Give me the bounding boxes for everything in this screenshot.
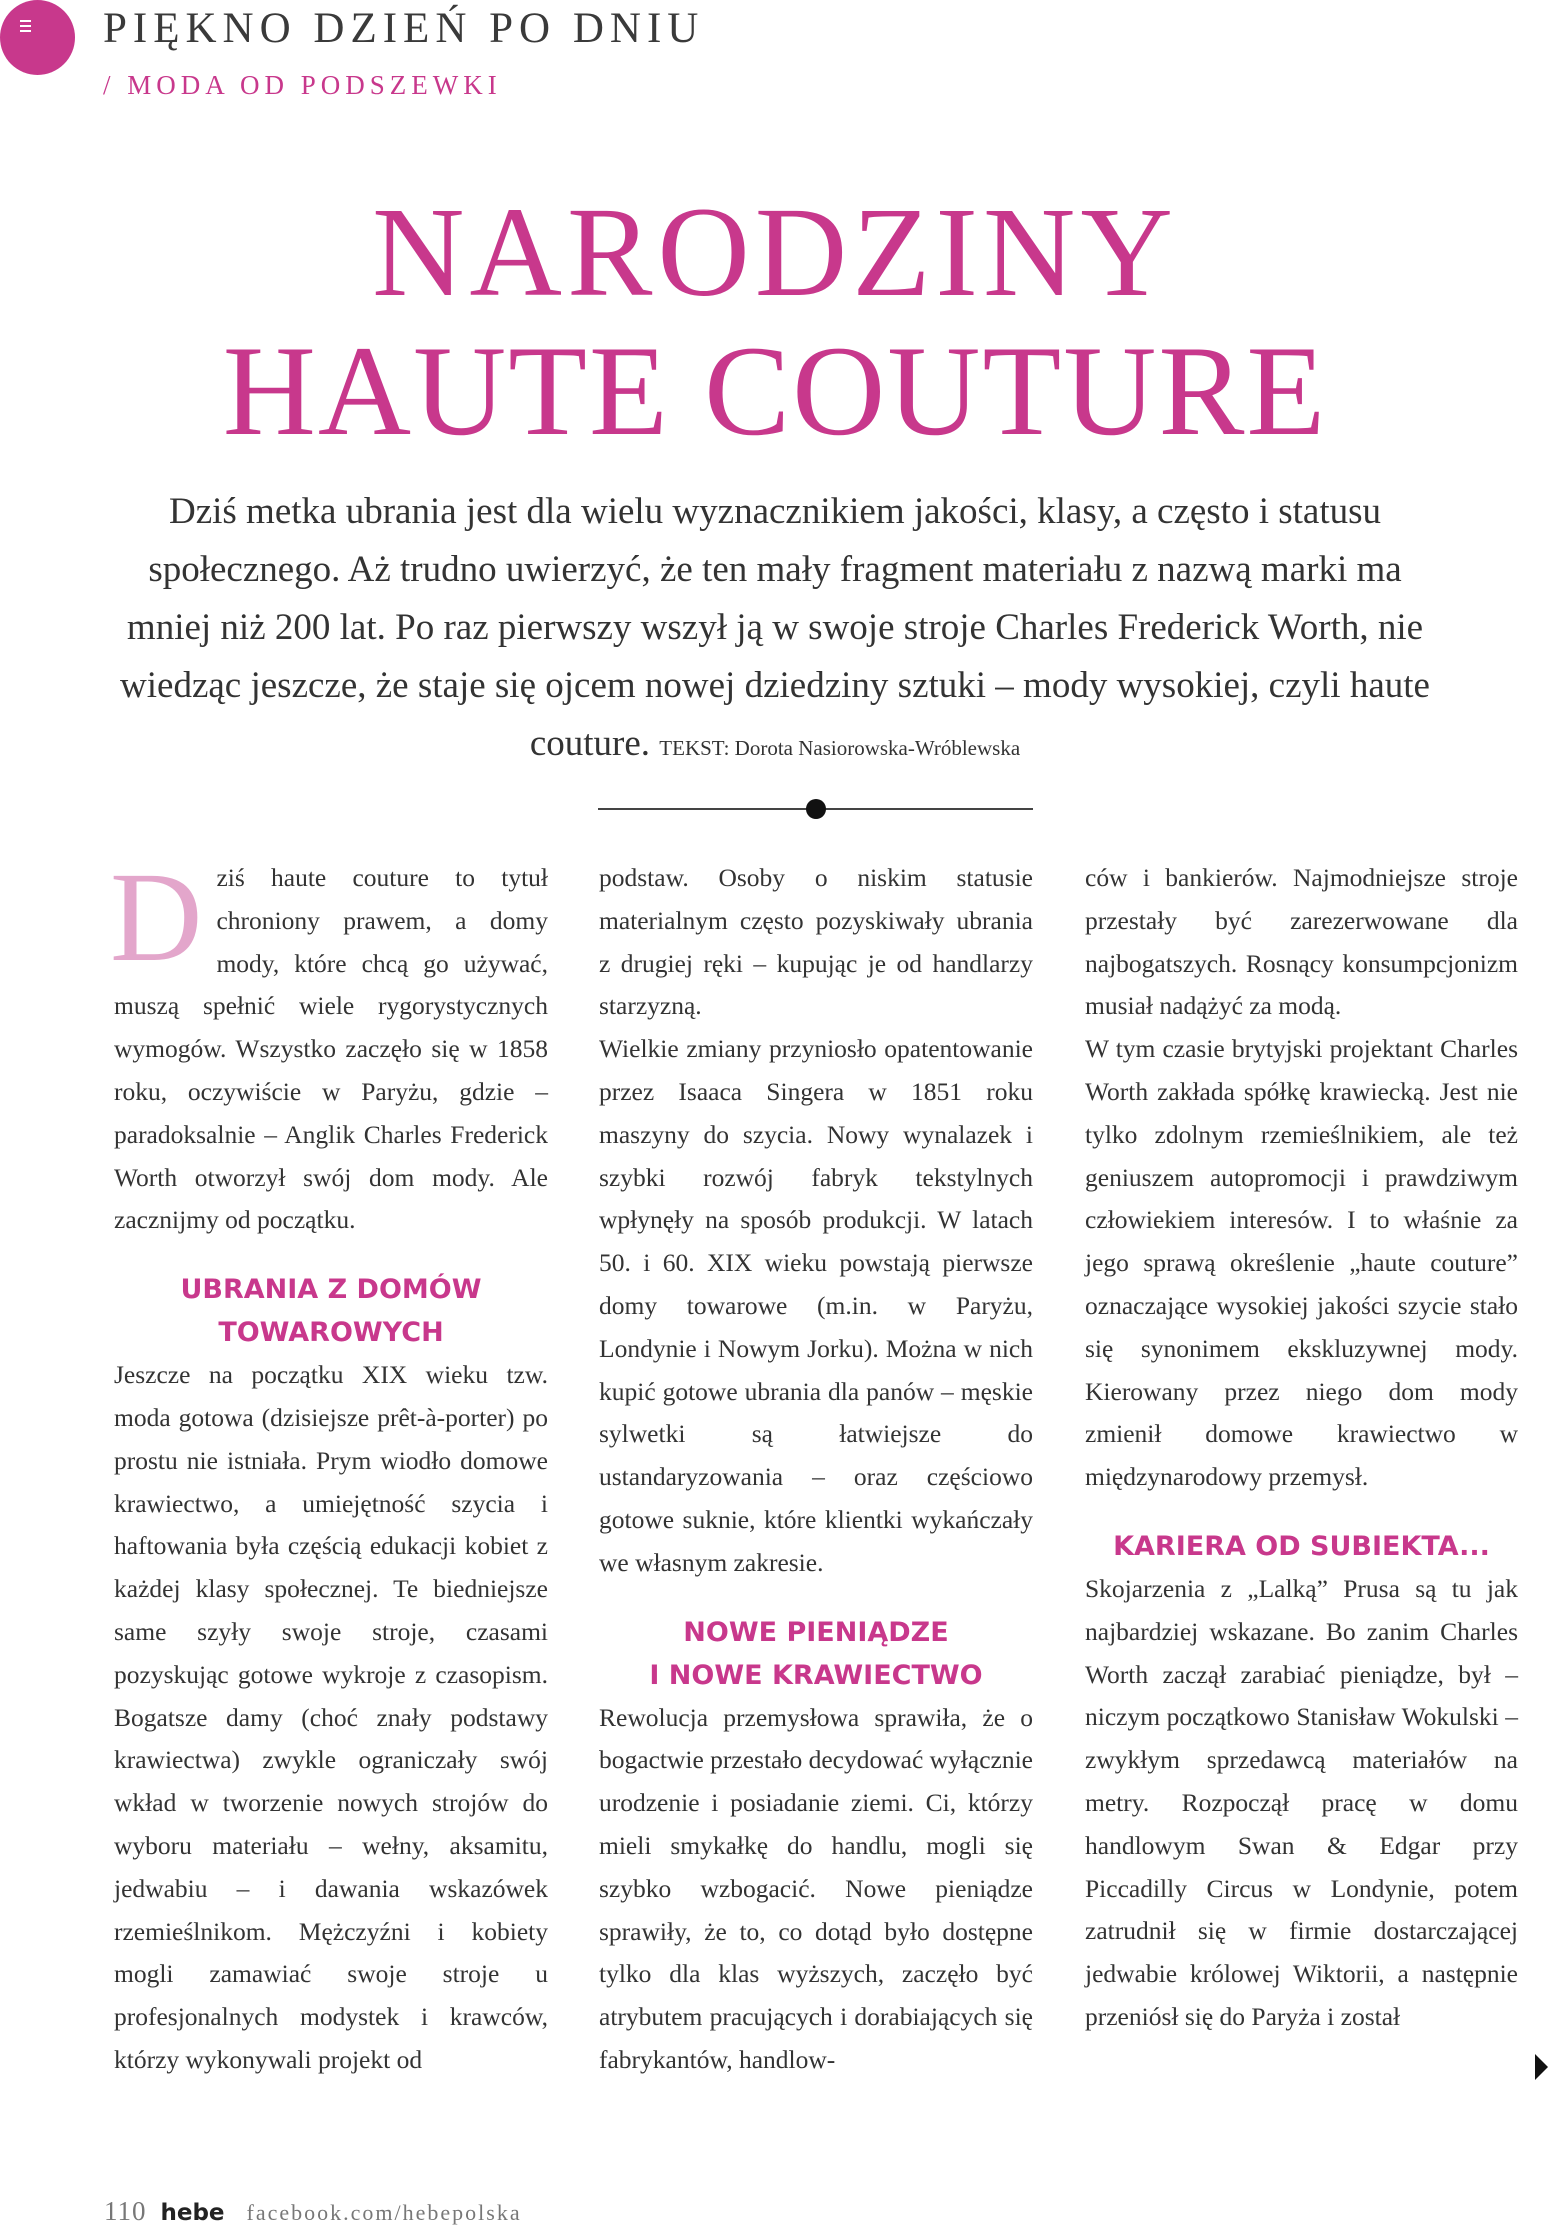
lead-text: Dziś metka ubrania jest dla wielu wyznacznikiem jakości, klasy, a często i statusu społecznego. Aż trudno uwierzyć, że ten mały fragment materiału z nazwą marki ma mniej niż 200 lat. Po raz pierwszy wszył ją w swoje stroje Charles Frederick Worth, nie wiedząc jeszcze, że staje się ojcem nowej dziedziny sztuki – mody wysokiej, czyli haute couture. — [120, 491, 1430, 764]
section-title: PIĘKNO DZIEŃ PO DNIU — [103, 5, 705, 52]
article-column-1 — [110, 846, 548, 2082]
brand-logo: hebe — [160, 2200, 225, 2226]
page-footer — [104, 2196, 522, 2227]
intro-paragraph — [110, 846, 548, 1242]
body-paragraph: Wielkie zmiany przyniosło opatentowanie przez Isaaca Singera w 1851 roku maszyny do szycia. Nowy wynalazek i szybki rozwój fabryk tekstylnych wpłynęły na sposób produkcji. W latach 50. i 60. XIX wieku powstają pierwsze domy towarowe (m.in. w Paryżu, Londynie i Nowym Jorku). Można w nich kupić gotowe ubrania dla panów – męskie sylwetki są łatwiejsze do ustandaryzowania – oraz częściowo gotowe suknie, które klientki wykańczały we własnym zakresie. — [599, 1034, 1033, 1577]
subheading-career: KARIERA OD SUBIEKTA... — [1113, 1530, 1490, 1562]
page-number: 110 — [104, 2196, 147, 2226]
intro-text: ziś haute couture to tytuł chroniony prawem, a domy mody, które chcą go używać, muszą spełnić wiele rygorystycznych wymogów. Wszystko zaczęło się w 1858 roku, oczywiście w Paryżu, gdzie – paradoksalnie – Anglik Charles Frederick Worth otworzył swój dom mody. Ale zacznijmy od początku. — [114, 863, 548, 1235]
body-paragraph: W tym czasie brytyjski projektant Charles Worth zakłada spółkę krawiecką. Jest nie tylko zdolnym rzemieślnikiem, ale też geniuszem autopromocji i prawdziwym człowiekiem interesów. I to właśnie za jego sprawą określenie „haute couture” oznaczające wysokiej jakości szycie stało się synonimem ekskluzywnej mody. Kierowany przez niego dom mody zmienił domowe krawiectwo w międzynarodowy przemysł. — [1085, 1034, 1518, 1492]
body-paragraph: ców i bankierów. Najmodniejsze stroje przestały być zarezerwowane dla najbogatszych. Rosnący konsumpcjonizm musiał nadążyć za modą. — [1085, 863, 1518, 1021]
subheading-line: UBRANIA Z DOMÓW — [180, 1274, 482, 1306]
body-paragraph: Skojarzenia z „Lalką” Prusa są tu jak najbardziej wskazane. Bo zanim Charles Worth zaczął zarabiać pieniądze, był – niczym początkowo Stanisław Wokulski – zwykłym sprzedawcą materiałów na metry. Rozpoczął pracę w domu handlowym Swan & Edgar przy Piccadilly Circus w Londynie, potem zatrudnił się w firmie dostarczającej jedwabie królowej Wiktorii, a następnie przeniósł się do Paryża i został — [1085, 1573, 1518, 2031]
body-paragraph: podstaw. Osoby o niskim statusie materialnym często pozyskiwały ubrania z drugiej ręki – kupując je od handlarzy starzyzną. — [599, 863, 1033, 1021]
subsection-title: / MODA OD PODSZEWKI — [103, 70, 502, 100]
next-page-arrow-icon[interactable] — [1535, 2054, 1548, 2080]
article-column-3 — [1085, 857, 1518, 2039]
drop-cap: D — [110, 846, 203, 988]
headline-line2: HAUTE COUTURE — [222, 319, 1328, 462]
body-paragraph: Jeszcze na początku XIX wieku tzw. moda gotowa (dzisiejsze prêt-à-porter) po prostu nie istniała. Prym wiodło domowe krawiectwo, a umiejętność szycia i haftowania była częścią edukacji kobiet z każdej klasy społecznej. Te biedniejsze same szyły swoje stroje, czasami pozyskując gotowe wykroje z czasopism. Bogatsze damy (choć znały podstawy krawiectwa) zwykle ograniczały swój wkład w tworzenie nowych strojów do wyboru materiału – wełny, aksamitu, jedwabiu – i dawania wskazówek rzemieślnikom. Mężczyźni i kobiety mogli zamawiać swoje stroje u profesjonalnych modystek i krawców, którzy wykonywali projekt od — [114, 1360, 548, 2074]
article-column-2 — [599, 857, 1033, 2082]
lead-paragraph — [120, 483, 1430, 777]
subheading-new-money — [599, 1611, 1033, 1697]
facebook-link[interactable]: facebook.com/hebepolska — [246, 2200, 522, 2225]
byline: TEKST: Dorota Nasiorowska-Wróblewska — [659, 736, 1021, 760]
divider-dot — [806, 799, 826, 819]
subheading-line: I NOWE KRAWIECTWO — [649, 1659, 983, 1691]
menu-icon[interactable] — [0, 0, 75, 75]
headline-line1: NARODZINY — [372, 181, 1178, 323]
body-paragraph: Rewolucja przemysłowa sprawiła, że o bogactwie przestało decydować wyłącznie urodzenie i posiadanie ziemi. Ci, którzy mieli smykałkę do handlu, mogli się szybko wzbogacić. Nowe pieniądze sprawiły, że to, co dotąd było dostępne tylko dla klas wyższych, zaczęło być atrybutem pracujących i dorabiających się fabrykantów, handlow- — [599, 1702, 1033, 2074]
subheading-department-stores — [114, 1268, 548, 1354]
subheading-line: NOWE PIENIĄDZE — [683, 1616, 949, 1648]
subheading-line: TOWAROWYCH — [218, 1317, 444, 1349]
